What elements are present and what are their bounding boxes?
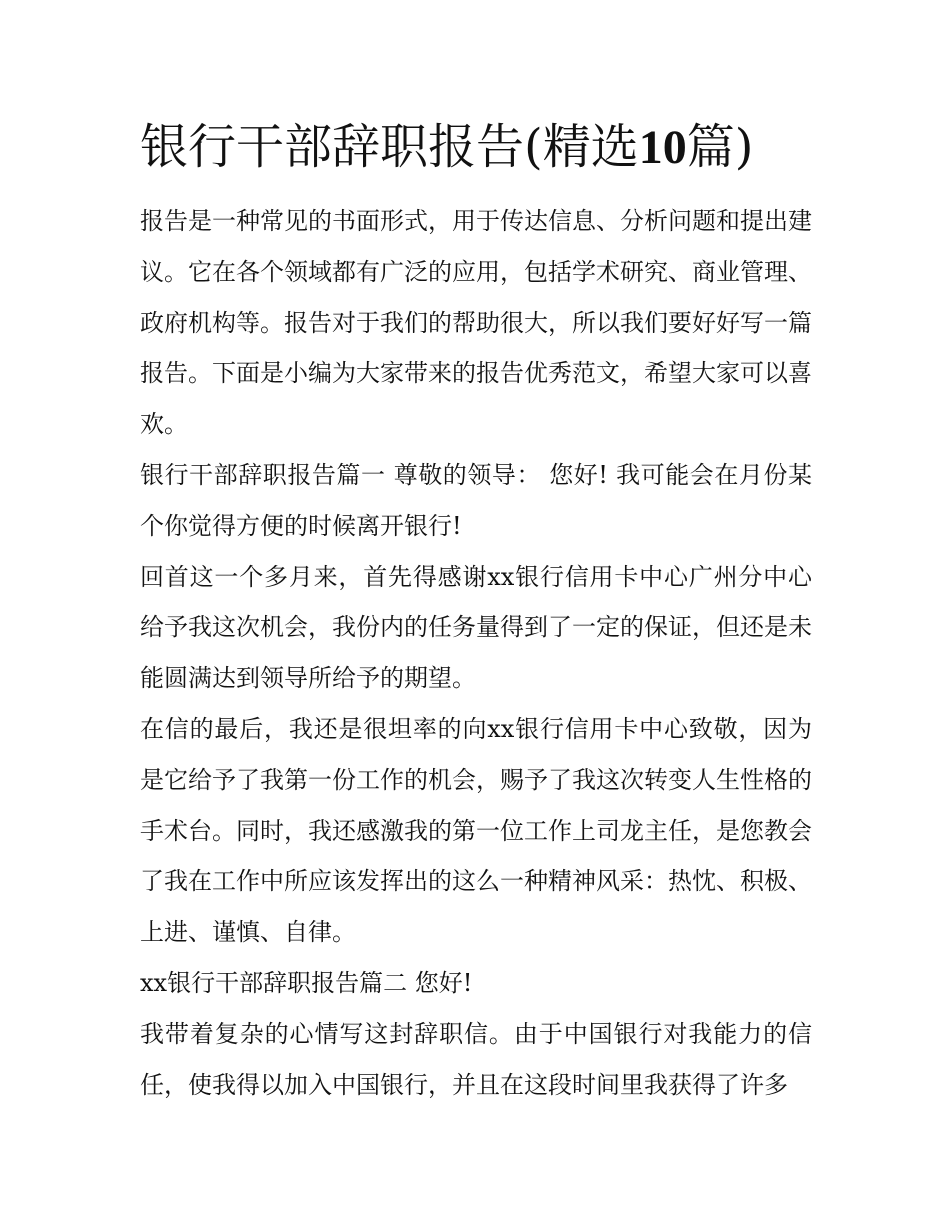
title-suffix: 篇) bbox=[686, 119, 754, 175]
paragraph-article-two-greeting: xx银行干部辞职报告篇二 您好! bbox=[140, 968, 473, 997]
paragraph-closing: 在信的最后，我还是很坦率的向xx银行信用卡中心致敬，因为是它给予了我第一份工作的机会，赐予了我这次转变人生性格的手术台。同时，我还感激我的第一位工作上司龙主任，是您教会了我在工作中所应该发挥出的这么一种精神风采：热忱、积极、上进、谨慎、自律。 bbox=[140, 714, 812, 947]
document-body bbox=[140, 196, 812, 1110]
document-title bbox=[140, 112, 840, 183]
paragraph-thanks: 回首这一个多月来，首先得感谢xx银行信用卡中心广州分中心给予我这次机会，我份内的任务量得到了一定的保证，但还是未能圆满达到领导所给予的期望。 bbox=[140, 562, 812, 693]
title-number: 10 bbox=[638, 121, 687, 174]
title-prefix: 银行干部辞职报告(精选 bbox=[140, 119, 639, 175]
paragraph-intro: 报告是一种常见的书面形式，用于传达信息、分析问题和提出建议。它在各个领域都有广泛的应用，包括学术研究、商业管理、政府机构等。报告对于我们的帮助很大，所以我们要好好写一篇报告。下面是小编为大家带来的报告优秀范文，希望大家可以喜欢。 bbox=[140, 207, 812, 439]
paragraph-article-two-body: 我带着复杂的心情写这封辞职信。由于中国银行对我能力的信任，使我得以加入中国银行，并且在这段时间里我获得了许多 bbox=[140, 1019, 812, 1099]
paragraph-article-one-greeting: 银行干部辞职报告篇一 尊敬的领导： 您好! 我可能会在月份某个你觉得方便的时候离开银行! bbox=[140, 460, 812, 540]
